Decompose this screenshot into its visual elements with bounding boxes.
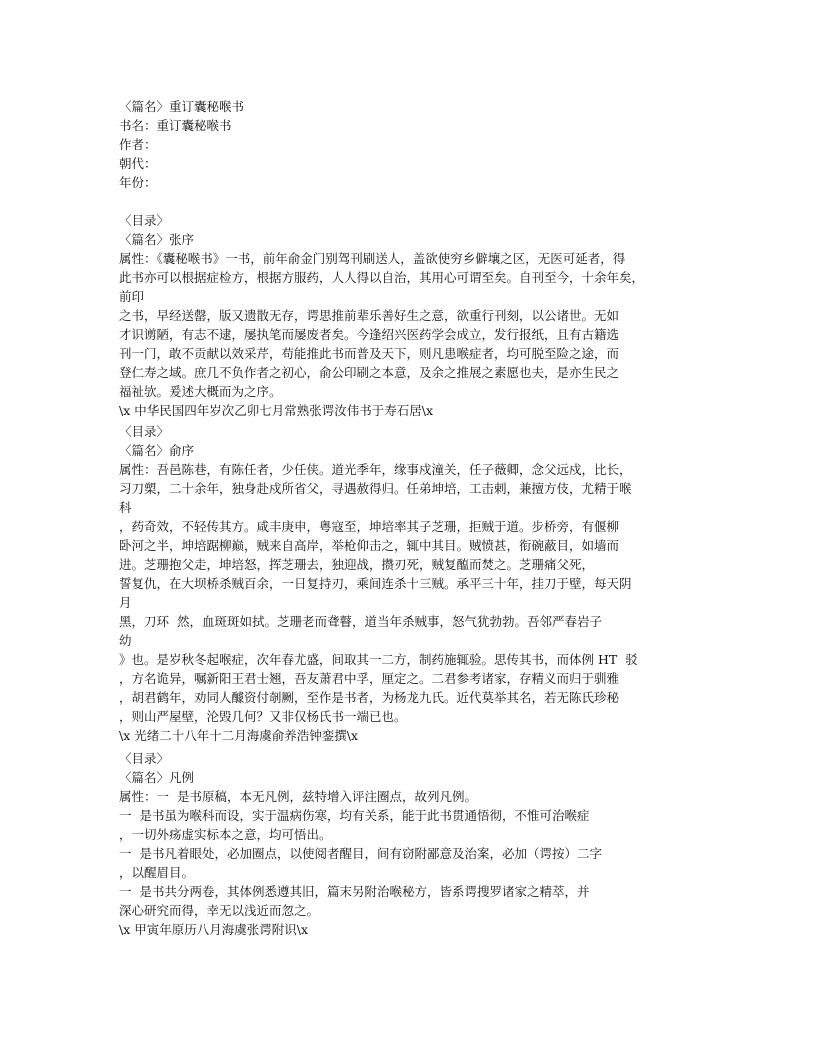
text-line: 进。芝珊抱父走，坤培怒，挥芝珊去，独迎战，攒刃死，贼复醢而焚之。芝珊痛父死， <box>119 557 595 572</box>
text-line: 深心研究而得，幸无以浅近而忽之。 <box>119 903 320 918</box>
text-line: 习刀槊，二十余年，独身赴戍所省父，寻遇赦得归。任弟坤培，工击剌，兼擅方伎，尤精于喉 <box>119 481 632 496</box>
text-line: 书名：重订囊秘喉书 <box>119 118 232 133</box>
text-line: 幼 <box>119 633 132 648</box>
text-line: 登仁寿之域。庶几不负作者之初心，俞公印刷之本意，及余之推展之素愿也夫，是亦生民之 <box>119 365 620 380</box>
text-line: ，药奇效，不轻传其方。咸丰庚申，粤寇至，坤培率其子芝珊，拒贼于道。步桥旁，有偃柳 <box>119 519 620 534</box>
text-line: 一 是书共分两卷，其体例悉遵其旧，篇末另附治喉秘方，皆系谔搜罗诸家之精萃，并 <box>119 884 590 899</box>
text-line: 之书，早经送罄，版又遗散无存，谔思推前辈乐善好生之意，欲重行刊刻，以公诸世。无如 <box>119 308 620 323</box>
text-line: 朝代： <box>119 156 157 171</box>
text-line: 〈篇名〉重订囊秘喉书 <box>119 99 245 114</box>
text-line: 属性：《囊秘喉书》一书，前年俞金门别驾刊刷送人，盖欲使穷乡僻壤之区，无医可延者，得 <box>119 251 626 266</box>
text-line: 科 <box>119 500 132 515</box>
text-line: 福祉欤。爰述大概而为之序。 <box>119 384 282 399</box>
text-line: ，以醒眉目。 <box>119 865 195 880</box>
text-line: ，方名诡异，嘱新阳王君士翘，吾友萧君中孚，厘定之。二君参考诸家，存精义而归于驯雅 <box>119 671 620 686</box>
text-line: 才识谫陋，有志不逮，屡执笔而屡废者矣。今逢绍兴医药学会成立，发行报纸，且有古籍选 <box>119 327 620 342</box>
text-line: 一 是书凡着眼处，必加圈点，以使阅者醒目，间有窃附鄙意及治案，必加（谔按）二字 <box>119 846 602 861</box>
text-line: ，一切外疡虚实标本之意，均可悟出。 <box>119 827 332 842</box>
text-line: 一 是书虽为喉科而设，实于温病伤寒，均有关系，能于此书贯通悟彻，不惟可治喉症 <box>119 808 590 823</box>
text-line: ，胡君鹤年，劝同人醵资付剞劂，至作是书者，为杨龙九氏。近代莫举其名，若无陈氏珍秘 <box>119 690 620 705</box>
text-line: ，则山严屋壁，沦毁几何？又非仅杨氏书一端已也。 <box>119 709 407 724</box>
text-line: 属性：吾邑陈巷，有陈任者，少任侠。道光季年，缘事戍潼关，任子薇卿，念父远戍，比长， <box>119 462 632 477</box>
text-line: \x 甲寅年原历八月海虞张谔附识\x <box>119 922 308 937</box>
text-line: 〈篇名〉俞序 <box>119 443 195 458</box>
text-line: 月 <box>119 595 132 610</box>
text-line: 〈目录〉 <box>119 424 170 439</box>
text-line: 年份： <box>119 175 157 190</box>
text-line: 黑，刀环 然，血斑斑如拭。芝珊老而聋瞽，道当年杀贼事，怒气犹勃勃。吾邻严春岩子 <box>119 614 602 629</box>
text-line: 刊一门，敢不贡献以效采芹，苟能推此书而普及天下，则凡患喉症者，均可脱至险之途，而 <box>119 346 620 361</box>
text-line: \x 中华民国四年岁次乙卯七月常熟张谔汝伟书于寿石居\x <box>119 403 433 418</box>
text-line: 前印 <box>119 289 145 304</box>
text-line: 〈目录〉 <box>119 213 170 228</box>
text-line: \x 光绪二十八年十二月海虞俞养浩钟銮撰\x <box>119 728 358 743</box>
text-line: 此书亦可以根据症检方，根据方服药，人人得以自治，其用心可谓至矣。自刊至今，十余年矣， <box>119 270 645 285</box>
text-line: 作者： <box>119 137 157 152</box>
text-line: 〈篇名〉凡例 <box>119 770 195 785</box>
text-line: 卧河之半，坤培踞柳巅，贼来自高岸，举枪仰击之，辄中其目。贼愤甚，衔碗蔽目，如墙而 <box>119 538 620 553</box>
text-line: 〈篇名〉张序 <box>119 232 195 247</box>
text-line: 》也。是岁秋冬起喉症，次年春尤盛，间取其一二方，制药施辄验。思传其书，而体例 HT 驳 <box>119 652 638 667</box>
text-line: 属性：一 是书原稿，本无凡例，兹特增入评注圈点，故列凡例。 <box>119 789 477 804</box>
text-line: 〈目录〉 <box>119 751 170 766</box>
text-line: 誓复仇，在大坝桥杀贼百余，一日复持刃，乘间连杀十三贼。承平三十年，挂刀于壁，每天阴 <box>119 576 632 591</box>
